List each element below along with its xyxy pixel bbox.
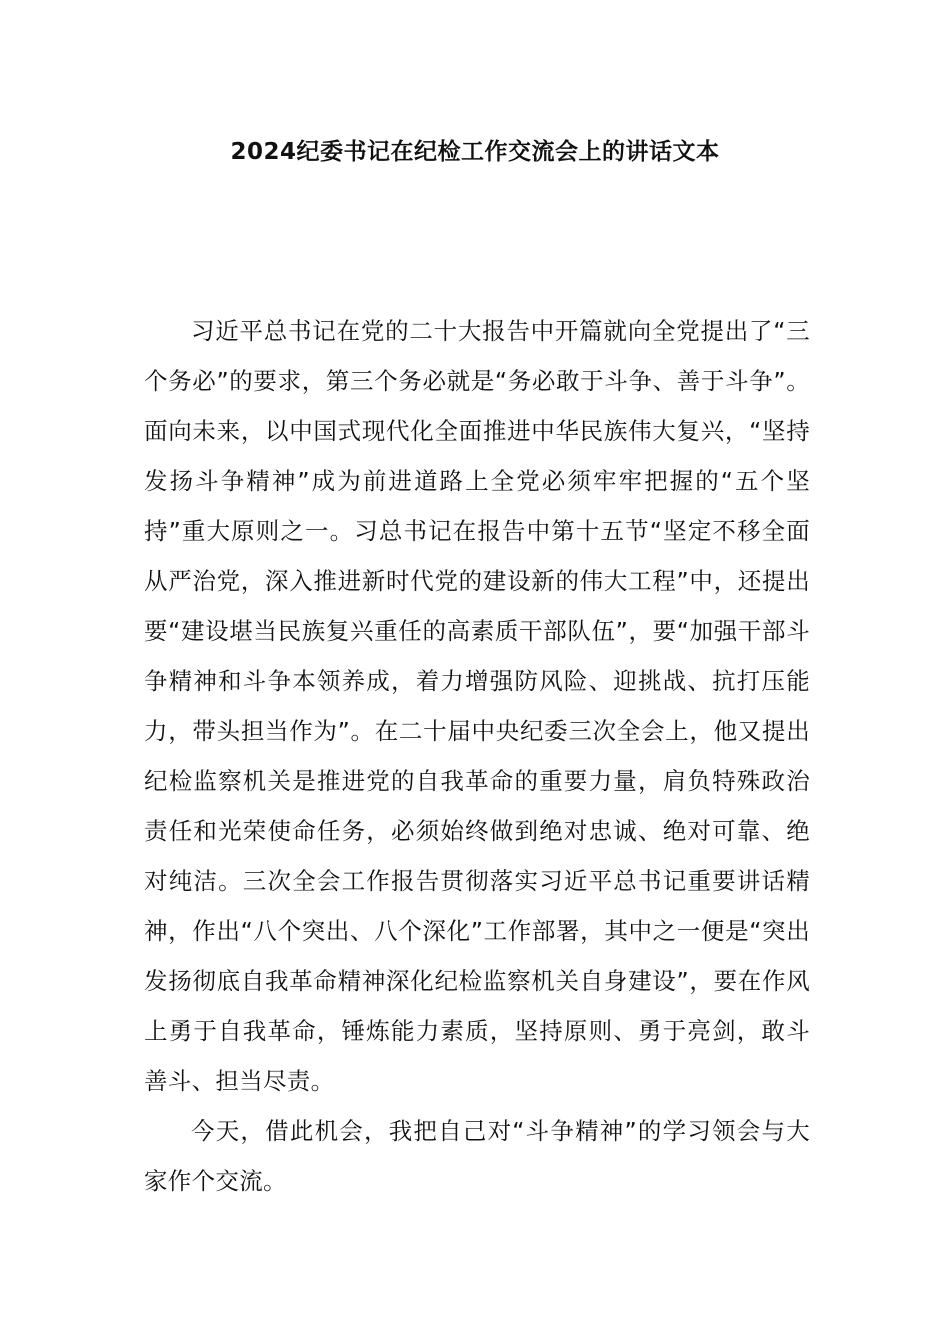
body-paragraph-2: 今天，借此机会，我把自己对“斗争精神”的学习领会与大家作个交流。 [144, 1117, 810, 1195]
document-title: 2024纪委书记在纪检工作交流会上的讲话文本 [230, 139, 720, 165]
body-paragraph-1: 习近平总书记在党的二十大报告中开篇就向全党提出了“三个务必”的要求，第三个务必就是“务必敢于斗争、善于斗争”。面向未来，以中国式现代化全面推进中华民族伟大复兴，“坚持发扬斗争精神”成为前进道路上全党必须牢牢把握的“五个坚持”重大原则之一。习总书记在报告中第十五节“坚定不移全面从严治党，深入推进新时代党的建设新的伟大工程”中，还提出要“建设堪当民族复兴重任的高素质干部队伍”，要“加强干部斗争精神和斗争本领养成，着力增强防风险、迎挑战、抗打压能力，带头担当作为”。在二十届中央纪委三次全会上，他又提出纪检监察机关是推进党的自我革命的重要力量，肩负特殊政治责任和光荣使命任务，必须始终做到绝对忠诚、绝对可靠、绝对纯洁。三次全会工作报告贯彻落实习近平总书记重要讲话精神，作出“八个突出、八个深化”工作部署，其中之一便是“突出发扬彻底自我革命精神深化纪检监察机关自身建设”，要在作风上勇于自我革命，锤炼能力素质，坚持原则、勇于亮剑，敢斗善斗、担当尽责。 [144, 317, 810, 1095]
document-body [144, 306, 810, 1206]
